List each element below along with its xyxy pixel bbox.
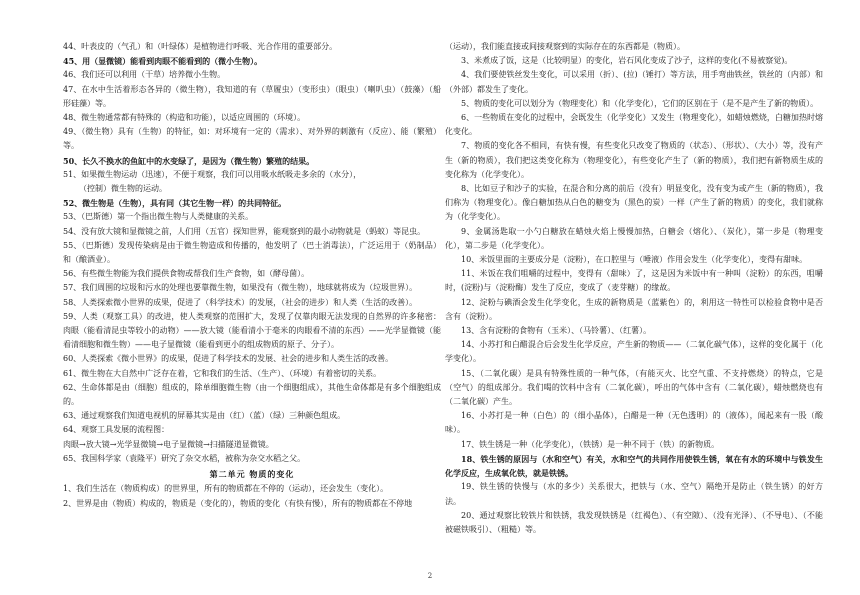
- paragraph: 56、有些微生物能为我们提供食物或帮我们生产食物，如（酵母菌）。: [63, 269, 310, 279]
- paragraph: 48、微生物通常都有特殊的（构造和功能），以适应周围的（环境）。: [63, 113, 306, 123]
- paragraph: 18、铁生锈的原因与（水和空气）有关，水和空气的共同作用使铁生锈，氧在有水的环境中与铁发生化学反应，生成氧化铁，就是铁锈。: [445, 453, 823, 479]
- paragraph: 6、一些物质在变化的过程中，会既发生（化学变化）又发生（物理变化），如蜡烛燃烧，白糖加热时熔化变化。: [445, 113, 823, 137]
- paragraph: 12、淀粉与碘酒会发生化学变化，生成的新物质是（蓝紫色）的，利用这一特性可以检验食物中是否含有（淀粉）。: [445, 297, 823, 321]
- paragraph: 52、微生物是（生物），具有同（其它生物一样）的共同特征。: [63, 198, 287, 209]
- paragraph: 46、我们还可以利用（干草）培养微小生物。: [63, 70, 226, 80]
- paragraph: 4、我们要使铁丝发生变化，可以采用（折）、(拉)（锤打）等方法，用手弯曲铁丝，铁丝的（内部）和（外部）都发生了变化。: [445, 70, 823, 94]
- paragraph: （控制）微生物的运动。: [79, 184, 167, 194]
- paragraph: 49、（微生物）具有（生物）的特征，如：对环境有一定的（需求）、对外界的刺激有（反应）、能（繁殖）等。: [63, 127, 441, 151]
- paragraph: 45、用（显微镜）能看到肉眼不能看到的（微小生物）。: [63, 56, 263, 67]
- paragraph: 54、没有放大镜和显微镜之前，人们用（五官）探知世界，能观察到的最小动物就是（蚂蚁）等昆虫。: [63, 226, 426, 236]
- paragraph: 13、含有淀粉的食物有（玉米）、（马铃薯）、（红薯）。: [461, 326, 652, 336]
- paragraph: （运动），我们能直接或间接观察到的实际存在的东西都是（物质）。: [445, 42, 685, 51]
- paragraph: 1、我们生活在（物质构成）的世界里，所有的物质都在不停的（运动），还会发生（变化）。: [63, 484, 389, 494]
- paragraph: 59、人类（观察工具）的改进，使人类观察的范围扩大，发现了仅靠肉眼无法发现的自然界的许多秘密：肉眼（能看清昆虫等较小的动物）——放大镜（能看清小于毫米的肉眼看不清的东西）——光学显微镜（能看清细胞和微生物）——电子显微镜（能看到更小的组成物质的原子、分子）。: [63, 311, 441, 350]
- left-column: [63, 40, 441, 511]
- paragraph: 65、我国科学家（袁隆平）研究了杂交水稻，被称为杂交水稻之父。: [63, 453, 306, 463]
- paragraph: 53、（巴斯德）第一个指出微生物与人类健康的关系。: [63, 212, 254, 222]
- paragraph: 58、人类探索微小世界的成果，促进了（科学技术）的发展，（社会的进步）和人类（生活的改善）。: [63, 297, 418, 307]
- paragraph: 5、物质的变化可以划分为（物理变化）和（化学变化），它们的区别在于（是不是产生了新的物质）。: [461, 98, 819, 108]
- paragraph: 47、在水中生活着形态各异的（微生物），我知道的有（草履虫）（变形虫）（眼虫）（喇叭虫）（鼓藻）（船形硅藻）等。: [63, 84, 441, 108]
- paragraph: 63、通过观察我们知道电视机的屏幕其实是由（红）（蓝）（绿）三种颜色组成。: [63, 411, 346, 421]
- page-number: 2: [427, 572, 433, 580]
- paragraph: 10、米饭里面的主要成分是（淀粉），在口腔里与（唾液）作用会发生（化学变化），变得有甜味。: [461, 255, 808, 265]
- paragraph: 60、人类探索《微小世界》的成果，促进了科学技术的发展、社会的进步和人类生活的改善。: [63, 354, 394, 364]
- paragraph: 20、通过观察比较铁片和铁锈，我发现铁锈是（红褐色）、（有空隙）、（没有光泽）、（不导电）、（不能被磁铁吸引）、（粗糙）等。: [445, 510, 823, 534]
- paragraph: 16、小苏打是一种（白色）的（细小晶体），白醋是一种（无色透明）的（液体），闻起来有一股（酸味）。: [445, 411, 823, 435]
- paragraph: 14、小苏打和白醋混合后会发生化学反应，产生新的物质——（二氧化碳气体），这样的变化属于（化学变化）。: [445, 340, 823, 364]
- paragraph: 55、（巴斯德）发现传染病是由于微生物造成和传播的，他发明了（巴士消毒法），广泛运用于（奶制品）和（酿酒业）。: [63, 240, 441, 265]
- paragraph: 51、如果微生物运动（迅速），不便于观察，我们可以用吸水纸吸走多余的（水分），: [63, 169, 362, 179]
- paragraph: 64、观察工具发展的流程图：: [63, 425, 170, 435]
- paragraph: 19、铁生锈的快慢与（水的多少）关系很大，把铁与（水、空气）隔绝开是防止（铁生锈）的好方法。: [445, 482, 823, 506]
- paragraph: 9、金属汤匙取一小勺白糖放在蜡烛火焰上慢慢加热，白糖会（熔化）、（炭化），第一步是（物理变化），第二步是（化学变化）。: [445, 226, 823, 250]
- paragraph: 15、（二氧化碳）是具有特殊性质的一种气体，（有能灭火、比空气重、不支持燃烧）的特点，它是（空气）的组成部分。我们喝的饮料中含有（二氧化碳），呼出的气体中含有（二氧化碳），蜡烛燃烧也有（二氧化碳）产生。: [445, 368, 823, 407]
- paragraph: 8、比如豆子和沙子的实验，在混合和分离的前后（没有）明显变化，没有变为或产生（新的物质），我们称为（物理变化）。像白糖加热从白色的糖变为（黑色的炭）一样（产生了新的物质）的变化，我们就称为（化学变化）。: [445, 184, 823, 222]
- paragraph: 44、叶表皮的（气孔）和（叶绿体）是植物进行呼吸、光合作用的重要部分。: [63, 42, 338, 51]
- paragraph: 17、铁生锈是一种（化学变化），（铁锈）是一种不同于（铁）的新物质。: [461, 439, 720, 449]
- paragraph: 62、生命体都是由（细胞）组成的，除单细胞微生物（由一个细胞组成），其他生命体都是有多个细胞组成的。: [63, 382, 441, 407]
- paragraph: 3、米煮成了饭，这是（比较明显）的变化，岩石风化变成了沙子，这样的变化(不易被察觉)。: [461, 56, 793, 66]
- paragraph: 57、我们周围的垃圾和污水的处理也要靠微生物，如果没有（微生物），地球就将成为（垃圾世界）。: [63, 283, 418, 293]
- paragraph: 61、微生物在大自然中广泛存在着，它和我们的生活、（生产）、（环境）有着密切的关系。: [63, 368, 382, 378]
- unit-heading: 第二单元 物质的变化: [209, 469, 295, 480]
- paragraph: 11、米饭在我们咀嚼的过程中，变得有（甜味）了，这是因为米饭中有一种叫（淀粉）的东西，咀嚼时，(淀粉)与（淀粉酶）发生了反应，变成了（麦芽糖）的缘故。: [445, 269, 823, 293]
- paragraph: 50、长久不换水的鱼缸中的水变绿了，是因为（微生物）繁殖的结果。: [63, 155, 315, 166]
- right-column: [445, 40, 823, 537]
- paragraph: 肉眼→放大镜→光学显微镜→电子显微镜→扫描隧道显微镜。: [63, 439, 274, 449]
- paragraph: 2、世界是由（物质）构成的，物质是（变化的），物质的变化（有快有慢），所有的物质都在不停地: [63, 498, 413, 508]
- paragraph: 7、物质的变化各不相同，有快有慢，有些变化只改变了物质的（状态）、（形状）、（大小）等，没有产生（新的物质），我们把这类变化称为（物理变化），有些变化产生了（新的物质），我们把有新物质生成的变化称为（化学变化）。: [445, 141, 823, 179]
